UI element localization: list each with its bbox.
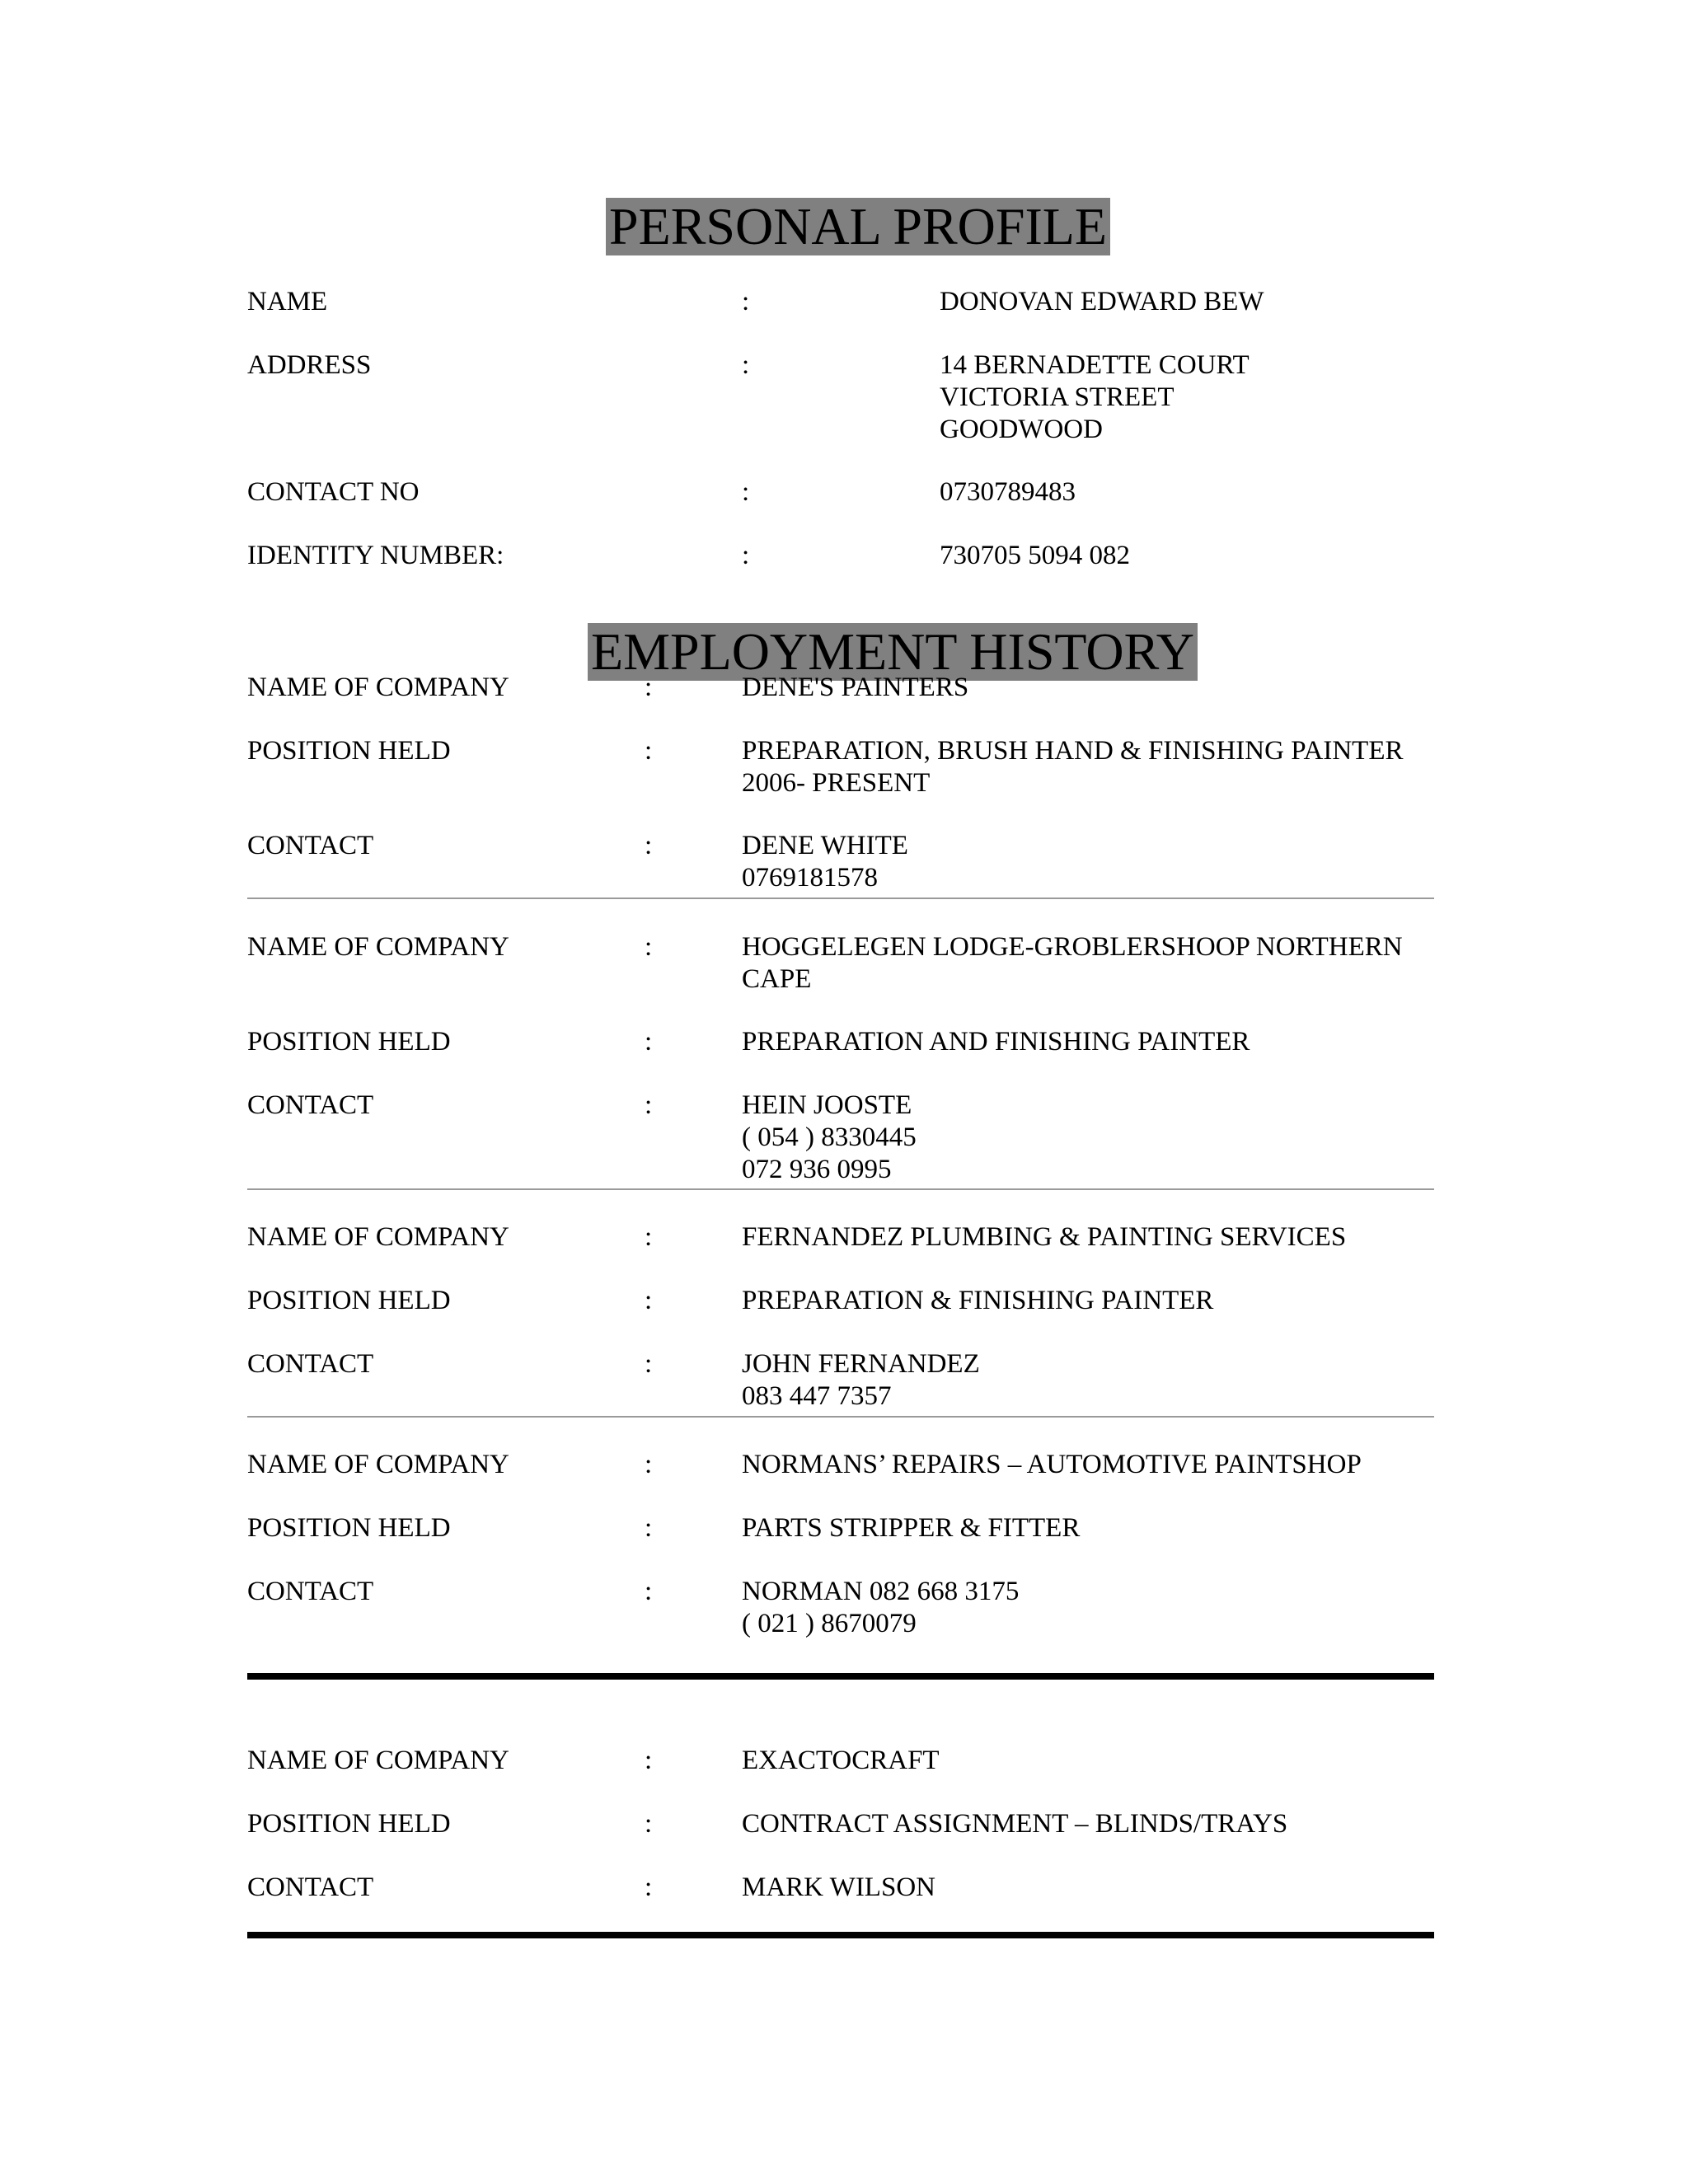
address-value	[940, 349, 1250, 446]
company-line: DENE'S PAINTERS	[742, 673, 969, 702]
position-label: POSITION HELD	[247, 1809, 451, 1839]
company-value	[742, 1221, 1346, 1254]
contact-line: MARK WILSON	[742, 1872, 935, 1902]
contact-colon: :	[645, 1577, 653, 1606]
contact-no-colon: :	[742, 477, 750, 507]
position-line: 2006- PRESENT	[742, 768, 931, 798]
contact-label: CONTACT	[247, 1872, 374, 1902]
address-label: ADDRESS	[247, 350, 372, 380]
contact-colon: :	[645, 831, 653, 860]
contact-label: CONTACT	[247, 1577, 374, 1606]
contact-line: 083 447 7357	[742, 1381, 892, 1411]
section-divider	[247, 1416, 1434, 1418]
company-line: HOGGELEGEN LODGE-GROBLERSHOOP NORTHERN	[742, 932, 1403, 962]
company-label: NAME OF COMPANY	[247, 1746, 509, 1775]
address-line: 14 BERNADETTE COURT	[940, 350, 1250, 380]
company-colon: :	[645, 932, 653, 962]
position-colon: :	[645, 1513, 653, 1543]
contact-colon: :	[645, 1349, 653, 1379]
identity-number-value: 730705 5094 082	[940, 541, 1130, 570]
contact-line: ( 021 ) 8670079	[742, 1609, 917, 1638]
contact-value	[742, 1872, 935, 1904]
company-line: EXACTOCRAFT	[742, 1746, 940, 1775]
company-label: NAME OF COMPANY	[247, 1450, 509, 1479]
contact-no-label: CONTACT NO	[247, 477, 420, 507]
contact-colon: :	[645, 1872, 653, 1902]
position-value	[742, 735, 1404, 799]
contact-line: HEIN JOOSTE	[742, 1090, 912, 1120]
company-value	[742, 672, 968, 704]
company-colon: :	[645, 1746, 653, 1775]
contact-line: DENE WHITE	[742, 831, 908, 860]
contact-label: CONTACT	[247, 1090, 374, 1120]
position-line: PREPARATION & FINISHING PAINTER	[742, 1286, 1214, 1315]
contact-value	[742, 1348, 980, 1413]
contact-line: 0769181578	[742, 863, 878, 893]
contact-colon: :	[645, 1090, 653, 1120]
contact-line: NORMAN 082 668 3175	[742, 1577, 1020, 1606]
company-label: NAME OF COMPANY	[247, 932, 509, 962]
contact-line: 072 936 0995	[742, 1155, 892, 1184]
contact-no-value: 0730789483	[940, 477, 1076, 507]
company-label: NAME OF COMPANY	[247, 673, 509, 702]
company-line: FERNANDEZ PLUMBING & PAINTING SERVICES	[742, 1222, 1347, 1252]
employment-history-heading: EMPLOYMENT HISTORY	[588, 623, 1198, 681]
position-value	[742, 1512, 1080, 1544]
identity-number-colon: :	[742, 541, 750, 570]
position-value	[742, 1808, 1287, 1840]
company-colon: :	[645, 1450, 653, 1479]
contact-value	[742, 1576, 1019, 1640]
company-colon: :	[645, 1222, 653, 1252]
section-divider-thick	[247, 1932, 1434, 1938]
company-line: NORMANS’ REPAIRS – AUTOMOTIVE PAINTSHOP	[742, 1450, 1362, 1479]
position-label: POSITION HELD	[247, 1027, 451, 1057]
company-line: CAPE	[742, 964, 812, 994]
company-label: NAME OF COMPANY	[247, 1222, 509, 1252]
position-value	[742, 1285, 1213, 1317]
position-line: PARTS STRIPPER & FITTER	[742, 1513, 1081, 1543]
personal-profile-heading: PERSONAL PROFILE	[606, 198, 1110, 255]
name-value: DONOVAN EDWARD BEW	[940, 287, 1264, 316]
name-colon: :	[742, 287, 750, 316]
section-divider	[247, 1188, 1434, 1190]
position-colon: :	[645, 1809, 653, 1839]
company-colon: :	[645, 673, 653, 702]
section-divider	[247, 898, 1434, 899]
company-value	[742, 1449, 1362, 1481]
position-colon: :	[645, 1027, 653, 1057]
address-line: VICTORIA STREET	[940, 382, 1175, 412]
company-value	[742, 931, 1403, 996]
position-line: PREPARATION, BRUSH HAND & FINISHING PAINTER	[742, 736, 1404, 766]
position-label: POSITION HELD	[247, 736, 451, 766]
position-line: PREPARATION AND FINISHING PAINTER	[742, 1027, 1250, 1057]
position-label: POSITION HELD	[247, 1513, 451, 1543]
company-value	[742, 1745, 940, 1777]
position-label: POSITION HELD	[247, 1286, 451, 1315]
position-line: CONTRACT ASSIGNMENT – BLINDS/TRAYS	[742, 1809, 1288, 1839]
name-label: NAME	[247, 287, 328, 316]
position-value	[742, 1026, 1250, 1058]
section-divider-thick	[247, 1673, 1434, 1680]
address-colon: :	[742, 350, 750, 380]
identity-number-label: IDENTITY NUMBER:	[247, 541, 504, 570]
contact-line: ( 054 ) 8330445	[742, 1122, 917, 1152]
contact-label: CONTACT	[247, 1349, 374, 1379]
address-line: GOODWOOD	[940, 415, 1103, 444]
position-colon: :	[645, 1286, 653, 1315]
contact-value	[742, 830, 908, 894]
contact-value	[742, 1090, 917, 1186]
contact-label: CONTACT	[247, 831, 374, 860]
position-colon: :	[645, 736, 653, 766]
contact-line: JOHN FERNANDEZ	[742, 1349, 980, 1379]
